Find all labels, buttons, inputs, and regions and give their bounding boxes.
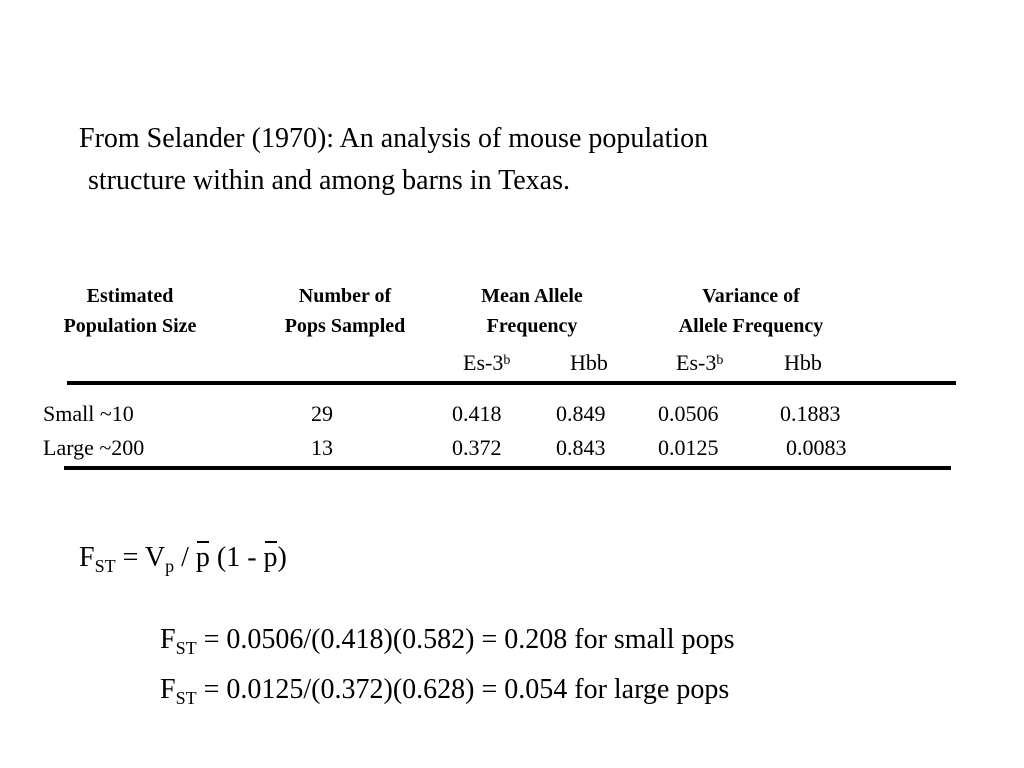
intro-line-2: structure within and among barns in Texas. bbox=[88, 165, 570, 196]
header-variance-of-allele-frequency-line-1: Variance of bbox=[702, 285, 800, 307]
header-variance-of-allele-frequency-line-2: Allele Frequency bbox=[678, 315, 824, 337]
fst-close: ) bbox=[277, 542, 287, 573]
fst-slash: / bbox=[174, 542, 196, 573]
row-large-pops: 13 bbox=[311, 435, 333, 460]
fst-pbar-1: p bbox=[195, 542, 210, 573]
subheader-mean-es3-text: Es-3 bbox=[463, 350, 504, 375]
header-population-size bbox=[44, 286, 216, 336]
subheader-var-es3 bbox=[676, 352, 723, 374]
header-number-of-pops-line-2: Pops Sampled bbox=[284, 315, 406, 337]
calc-large-pops bbox=[160, 674, 730, 708]
table-bottom-rule bbox=[64, 466, 951, 470]
header-population-size-line-2: Population Size bbox=[63, 315, 197, 337]
fst-formula bbox=[79, 542, 287, 576]
header-variance-of-allele-frequency bbox=[656, 286, 846, 336]
calc-small-f: F bbox=[160, 624, 176, 655]
row-large-label: Large ~200 bbox=[43, 435, 145, 460]
row-small-pops: 29 bbox=[311, 401, 333, 426]
calc-large-st: ST bbox=[175, 688, 197, 708]
header-mean-allele-frequency-line-1: Mean Allele bbox=[481, 285, 583, 307]
subheader-var-hbb: Hbb bbox=[784, 350, 822, 375]
calc-small-rest: = 0.0506/(0.418)(0.582) = 0.208 for small pops bbox=[196, 624, 735, 655]
subheader-mean-es3-sup: b bbox=[503, 353, 511, 368]
subheader-var-es3-sup: b bbox=[716, 353, 724, 368]
row-small-var-es3: 0.0506 bbox=[658, 401, 719, 426]
row-large-var-hbb: 0.0083 bbox=[786, 435, 847, 460]
intro-line-1: From Selander (1970): An analysis of mouse population bbox=[79, 123, 709, 154]
fst-f: F bbox=[79, 542, 95, 573]
row-small-var-hbb: 0.1883 bbox=[780, 401, 841, 426]
subheader-var-es3-text: Es-3 bbox=[676, 350, 717, 375]
row-large-mean-es3: 0.372 bbox=[452, 435, 502, 460]
header-mean-allele-frequency bbox=[462, 286, 602, 336]
calc-large-f: F bbox=[160, 674, 176, 705]
header-population-size-line-1: Estimated bbox=[86, 285, 174, 307]
calc-small-pops bbox=[160, 624, 735, 658]
fst-eq-v: = V bbox=[115, 542, 166, 573]
fst-p-subscript: p bbox=[165, 556, 175, 576]
subheader-mean-hbb: Hbb bbox=[570, 350, 608, 375]
fst-mid: (1 - bbox=[209, 542, 264, 573]
header-number-of-pops-line-1: Number of bbox=[298, 285, 392, 307]
row-small-mean-es3: 0.418 bbox=[452, 401, 502, 426]
calc-large-rest: = 0.0125/(0.372)(0.628) = 0.054 for large pops bbox=[196, 674, 730, 705]
header-mean-allele-frequency-line-2: Frequency bbox=[486, 315, 578, 337]
subheader-mean-es3 bbox=[463, 352, 510, 374]
row-large-mean-hbb: 0.843 bbox=[556, 435, 606, 460]
row-small-mean-hbb: 0.849 bbox=[556, 401, 606, 426]
calc-small-st: ST bbox=[175, 638, 197, 658]
fst-st-subscript: ST bbox=[94, 556, 116, 576]
table-top-rule bbox=[67, 381, 956, 385]
fst-pbar-2: p bbox=[263, 542, 278, 573]
row-small-label: Small ~10 bbox=[43, 401, 134, 426]
row-large-var-es3: 0.0125 bbox=[658, 435, 719, 460]
header-number-of-pops bbox=[266, 286, 424, 336]
